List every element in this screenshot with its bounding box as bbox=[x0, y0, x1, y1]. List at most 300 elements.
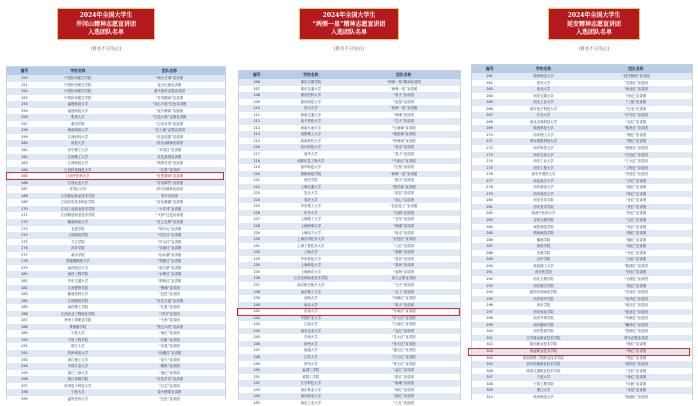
team-name: “红电”宣讲团 bbox=[625, 106, 647, 111]
school-name: 江苏大学 bbox=[304, 354, 318, 359]
table-row bbox=[7, 396, 225, 403]
row-number: 266 bbox=[486, 106, 493, 111]
column-header: 团队名称 bbox=[396, 72, 412, 77]
row-number: 259 bbox=[21, 134, 28, 139]
school-name: 东华大学 bbox=[304, 210, 318, 215]
school-name: 江西警察学院 bbox=[67, 285, 89, 290]
team-name: “心向井冈”宣讲团 bbox=[155, 121, 184, 126]
school-name: 西安科技大学 bbox=[533, 146, 554, 151]
school-name: 安康学院 bbox=[536, 250, 551, 255]
banner-liangdanyixing bbox=[299, 8, 399, 40]
school-name: 宁波工程学院 bbox=[67, 337, 89, 342]
team-name: “火种”红色宣讲团 bbox=[155, 213, 184, 218]
team-name: “精准”宣讲团 bbox=[159, 364, 180, 369]
row-number: 290 bbox=[21, 337, 28, 342]
team-name: “红芯”宣讲团 bbox=[159, 383, 180, 388]
school-name: 浙江理工大学 bbox=[67, 357, 89, 362]
row-number: 257 bbox=[21, 121, 28, 126]
team-name: “安源红”宣讲团 bbox=[157, 246, 182, 251]
team-name: “飞天”宣讲团 bbox=[393, 282, 414, 287]
school-name: 上饶师范学院 bbox=[67, 233, 89, 238]
school-name: 西安培华学院 bbox=[533, 296, 554, 301]
row-number: 276 bbox=[486, 172, 493, 177]
row-number: 261 bbox=[21, 148, 28, 153]
row-number: 266 bbox=[21, 180, 28, 185]
school-name: 西安音乐学院 bbox=[533, 198, 554, 203]
school-name: 西安文理学院 bbox=[533, 276, 554, 281]
row-number: 284 bbox=[21, 298, 28, 303]
school-name: 江西应用技术职业学院 bbox=[60, 200, 95, 205]
row-number: 229 bbox=[253, 230, 260, 235]
team-name: “红土先锋”宣讲团 bbox=[155, 220, 184, 225]
team-name: “海魂”宣讲团 bbox=[393, 224, 414, 229]
row-number: 265 bbox=[486, 100, 493, 105]
school-name: 江南大学 bbox=[304, 322, 318, 327]
team-name: “筑梦井冈”宣讲团 bbox=[155, 161, 184, 166]
team-name: “红绸”宣讲团 bbox=[393, 210, 414, 215]
school-name: 西安电子科技大学 bbox=[529, 106, 558, 111]
team-name: “红星”宣讲团 bbox=[159, 167, 180, 172]
team-name: “法红”宣讲团 bbox=[625, 178, 647, 183]
team-name: “井冈”宣讲团 bbox=[159, 311, 180, 316]
school-name: 西华师范大学 bbox=[300, 165, 321, 170]
row-number: 268 bbox=[21, 193, 28, 198]
team-name: “延安精神”宣讲团 bbox=[622, 74, 650, 78]
school-name: 上海海洋大学 bbox=[300, 269, 321, 274]
school-name: 南昌航空大学 bbox=[67, 265, 89, 270]
school-name: 西安欧亚学院 bbox=[533, 309, 554, 314]
row-number: 239 bbox=[253, 296, 260, 301]
school-name: 西华大学 bbox=[304, 152, 318, 157]
team-name: “瓷心向党”宣讲团 bbox=[155, 324, 184, 329]
school-name: 西安医学院 bbox=[535, 270, 552, 275]
team-name: “星火燎原”实践团 bbox=[155, 108, 184, 113]
team-name: “工红”宣讲团 bbox=[393, 400, 414, 405]
row-number: 287 bbox=[486, 244, 493, 249]
school-name: 西安铁路职业技术学院 bbox=[526, 362, 561, 367]
team-name: “仙女湖”宣讲团 bbox=[157, 252, 182, 257]
school-name: 杭州电子科技大学 bbox=[64, 383, 92, 388]
school-name: 复旦大学 bbox=[304, 191, 318, 196]
column-header: 学校名称 bbox=[535, 66, 552, 71]
highlight-box bbox=[6, 172, 224, 180]
team-name: “初心不改”红色宣讲团 bbox=[152, 102, 187, 107]
row-number: 310 bbox=[486, 394, 493, 399]
school-name: 东南大学 bbox=[304, 309, 318, 314]
row-number: 209 bbox=[253, 99, 260, 104]
row-number: 221 bbox=[253, 178, 260, 183]
school-name: 井冈山大学 bbox=[69, 187, 87, 192]
team-name: “红土地”志愿宣讲团 bbox=[154, 128, 185, 133]
row-number: 278 bbox=[486, 185, 493, 190]
team-name: “职红”宣讲团 bbox=[625, 342, 647, 347]
row-number: 243 bbox=[253, 322, 260, 327]
column-header: 编号 bbox=[485, 66, 494, 71]
team-name: “星光”宣讲团 bbox=[393, 145, 414, 150]
school-name: 西安思源学院 bbox=[533, 329, 554, 334]
school-name: 宁波大学 bbox=[536, 375, 551, 380]
row-number: 294 bbox=[486, 290, 493, 295]
team-name: “红帆”宣讲团 bbox=[159, 337, 180, 342]
school-name: 南昌工程学院 bbox=[67, 272, 89, 277]
school-name: 中国民用航空学院 bbox=[64, 95, 92, 100]
team-name: “红色声音”宣讲团 bbox=[155, 377, 184, 382]
team-name: “两弹一星”宣讲团 bbox=[390, 171, 418, 176]
row-number: 308 bbox=[486, 381, 493, 386]
team-name: “庐山红”宣讲团 bbox=[157, 239, 182, 244]
team-name: “宝塔红”宣讲团 bbox=[623, 80, 648, 85]
team-name: “星辰”宣讲团 bbox=[393, 191, 414, 196]
banner-line-3: 入选团队名单 bbox=[575, 29, 612, 36]
school-name: 上海理工大学 bbox=[300, 217, 321, 222]
row-number: 225 bbox=[253, 204, 260, 209]
row-number: 276 bbox=[21, 246, 28, 251]
school-name: 西北政法大学 bbox=[533, 178, 554, 183]
school-name: 南京工业大学 bbox=[300, 400, 321, 405]
school-name: 西安理工大学 bbox=[533, 132, 554, 137]
team-name: “船魂”宣讲团 bbox=[393, 381, 414, 386]
team-name: “芯火”宣讲团 bbox=[393, 119, 414, 124]
school-name: 南昌大学 bbox=[71, 141, 85, 146]
team-name: “苏大红”宣讲团 bbox=[391, 335, 416, 340]
row-number: 292 bbox=[486, 276, 493, 281]
row-number: 250 bbox=[21, 76, 28, 80]
row-number: 248 bbox=[253, 354, 260, 359]
school-name: 中国计量大学 bbox=[67, 364, 89, 369]
row-number: 265 bbox=[21, 174, 28, 179]
team-name: “两弹城”宣讲团 bbox=[391, 138, 416, 143]
row-number: 284 bbox=[486, 224, 493, 229]
team-name: “工程红”宣讲团 bbox=[623, 165, 648, 170]
row-number: 274 bbox=[486, 159, 493, 164]
school-name: 扬州大学 bbox=[304, 341, 318, 346]
team-name: “兵工”宣讲团 bbox=[393, 289, 414, 294]
school-name: 咸阳师范学院 bbox=[533, 224, 554, 229]
row-number: 258 bbox=[21, 128, 28, 133]
row-number: 295 bbox=[21, 370, 28, 375]
school-name: 江苏航运职业技术学院 bbox=[526, 335, 561, 340]
team-name: “井冈精神”宣讲团 bbox=[155, 95, 184, 100]
row-number: 282 bbox=[486, 211, 493, 216]
school-name: 赣南医科大学 bbox=[67, 292, 89, 297]
school-name: 集美大学 bbox=[71, 115, 85, 120]
row-number: 278 bbox=[21, 259, 28, 264]
team-name: “江南红”宣讲团 bbox=[391, 322, 416, 327]
row-number: 306 bbox=[486, 368, 493, 373]
school-name: 江西服装学院 bbox=[67, 298, 89, 303]
row-number: 293 bbox=[21, 357, 28, 362]
team-name: “扬大红”宣讲团 bbox=[391, 341, 416, 346]
team-name: “两弹一星”宣讲团 bbox=[390, 106, 418, 111]
school-name: 西安交通大学 bbox=[533, 93, 554, 98]
row-number: 297 bbox=[486, 309, 493, 314]
team-name: “陕科红”宣讲团 bbox=[623, 126, 648, 131]
school-name: 成都理工大学 bbox=[300, 132, 321, 137]
row-number: 282 bbox=[21, 285, 28, 290]
school-name: 长安大学 bbox=[536, 113, 551, 118]
team-name: “邮红”宣讲团 bbox=[393, 394, 414, 399]
school-name: 华东师范大学 bbox=[300, 256, 321, 261]
school-name: 西安工业大学 bbox=[533, 159, 554, 164]
team-name: “星火”宣讲团 bbox=[159, 357, 180, 362]
school-name: 中国民用航空学院 bbox=[64, 76, 92, 80]
school-name: 浙江大学 bbox=[71, 344, 85, 349]
team-name: 井冈山精神宣讲团 bbox=[155, 187, 183, 192]
school-name: 西安建筑科技大学 bbox=[529, 139, 558, 144]
school-name: 重庆交通大学 bbox=[300, 86, 321, 91]
team-name: “文理红”宣讲团 bbox=[623, 276, 648, 281]
team-name: “学前红”宣讲团 bbox=[623, 290, 648, 295]
school-name: 江西理工大学 bbox=[67, 154, 89, 159]
team-name: “航红”宣讲团 bbox=[625, 283, 647, 288]
school-name: 西北大学 bbox=[536, 87, 551, 92]
school-name: 绵阳师范学院 bbox=[300, 171, 321, 176]
team-name: “西湖红”宣讲团 bbox=[623, 394, 648, 399]
school-name: 浙江工商大学 bbox=[67, 370, 89, 375]
row-number: 226 bbox=[253, 210, 260, 215]
column-header: 学校名称 bbox=[70, 68, 86, 73]
team-name: “农红”宣讲团 bbox=[393, 328, 414, 333]
school-name: 新余学院 bbox=[71, 252, 85, 257]
school-name: 西安石油大学 bbox=[533, 152, 554, 157]
row-number: 272 bbox=[21, 220, 28, 225]
panel-liangdanyixing bbox=[233, 0, 465, 405]
team-name: “溯源”宣讲团 bbox=[393, 250, 414, 255]
school-name: 西安外国语大学 bbox=[531, 172, 556, 177]
team-name: “商红”宣讲团 bbox=[625, 244, 647, 249]
panel-jinggangshan bbox=[0, 0, 232, 400]
team-name: “应技红”宣讲团 bbox=[391, 237, 416, 242]
school-name: 常州大学 bbox=[304, 361, 318, 366]
row-number: 236 bbox=[253, 276, 260, 281]
row-number: 279 bbox=[486, 191, 493, 196]
school-name: 景德镇学院 bbox=[69, 324, 87, 329]
team-table bbox=[6, 66, 226, 400]
team-name: “工匠”宣讲团 bbox=[393, 243, 414, 248]
team-name: “西铁红”宣讲团 bbox=[623, 362, 648, 367]
ranking-note: (排名不分先后) bbox=[578, 47, 610, 52]
highlight-box bbox=[237, 308, 460, 316]
row-number: 291 bbox=[21, 344, 28, 349]
ranking-note: (排名不分先后) bbox=[90, 47, 122, 52]
school-name: 萍乡学院 bbox=[71, 246, 85, 251]
school-name: 西北农林科技大学 bbox=[529, 119, 558, 124]
team-name: “蓝海”宣讲团 bbox=[393, 269, 414, 274]
row-number: 297 bbox=[21, 383, 28, 388]
team-name: “西迁”宣讲团 bbox=[625, 93, 647, 98]
row-number: 277 bbox=[486, 178, 493, 183]
school-name: 江苏农林职业技术学院 bbox=[293, 276, 328, 281]
row-number: 273 bbox=[21, 226, 28, 231]
row-number: 251 bbox=[21, 82, 28, 87]
school-name: 西安财经大学 bbox=[533, 191, 554, 196]
team-name: “红星”宣讲团 bbox=[393, 165, 414, 170]
team-name: “红色火种”志愿宣讲团 bbox=[152, 115, 187, 120]
row-number: 283 bbox=[21, 292, 28, 297]
row-number: 298 bbox=[486, 316, 493, 321]
school-name: 浙江大学 bbox=[536, 388, 551, 393]
team-name: “红星”宣讲团 bbox=[159, 305, 180, 310]
team-name: “红色衣裳”宣讲团 bbox=[155, 298, 184, 303]
school-name: 渭南师范学院 bbox=[533, 231, 554, 236]
row-number: 227 bbox=[253, 217, 260, 222]
school-name: 福建师范大学 bbox=[67, 102, 89, 107]
row-number: 271 bbox=[21, 213, 28, 218]
banner-line-3: 入选团队名单 bbox=[87, 29, 124, 36]
banner-line-1: 2024年全国大学生 bbox=[567, 12, 621, 19]
row-number: 211 bbox=[253, 112, 260, 117]
school-name: 赣南师范大学 bbox=[67, 220, 89, 225]
row-number: 305 bbox=[486, 362, 493, 367]
school-name: 上海电力大学 bbox=[300, 230, 321, 235]
row-number: 206 bbox=[253, 80, 260, 84]
school-name: 江苏科技大学 bbox=[300, 381, 321, 386]
team-name: “长安红”宣讲团 bbox=[623, 113, 648, 118]
school-name: 南通大学 bbox=[304, 348, 318, 353]
row-number: 299 bbox=[486, 322, 493, 327]
team-name: “求是”宣讲团 bbox=[159, 344, 180, 349]
row-number: 212 bbox=[253, 119, 260, 124]
row-number: 279 bbox=[21, 265, 28, 270]
team-name: “三航”宣讲团 bbox=[625, 100, 647, 105]
school-name: 上海海事大学 bbox=[300, 224, 321, 229]
school-name: 中国民用航空学院 bbox=[64, 89, 92, 94]
row-number: 207 bbox=[253, 86, 260, 91]
team-name: “西北红”宣讲团 bbox=[623, 87, 648, 92]
school-name: 西安翻译学院 bbox=[533, 322, 554, 327]
team-name: “地质魂”宣讲团 bbox=[391, 132, 416, 137]
team-name: 青年宣讲团 bbox=[160, 193, 178, 198]
row-number: 218 bbox=[253, 158, 260, 163]
row-number: 247 bbox=[253, 348, 260, 353]
table-header bbox=[239, 71, 460, 79]
team-name: “矿大红”宣讲团 bbox=[391, 315, 416, 320]
row-number: 262 bbox=[486, 80, 493, 85]
team-name: “美红”宣讲团 bbox=[625, 204, 647, 209]
school-name: 陕西理工大学 bbox=[533, 263, 554, 268]
row-number: 233 bbox=[253, 256, 260, 261]
banner-line-1: 2024年全国大学生 bbox=[322, 12, 376, 19]
banner-jinggangshan bbox=[57, 8, 155, 40]
school-name: 南京大学 bbox=[304, 302, 318, 307]
row-number: 281 bbox=[486, 204, 493, 209]
team-name: “海天长城”宣讲团 bbox=[155, 76, 184, 80]
team-name: “钱学森”宣讲团 bbox=[391, 184, 416, 189]
team-name: “淮红”宣讲团 bbox=[393, 374, 414, 379]
column-header: 团队名称 bbox=[161, 68, 177, 73]
team-name: “红医”宣讲团 bbox=[159, 292, 180, 297]
row-number: 309 bbox=[486, 388, 493, 393]
school-name: 江西财经大学 bbox=[67, 134, 89, 139]
row-number: 223 bbox=[253, 191, 260, 196]
team-name: “翻译红”宣讲团 bbox=[623, 322, 648, 327]
row-number: 275 bbox=[21, 239, 28, 244]
row-number: 234 bbox=[253, 263, 260, 268]
team-name: “两弹一星”宣讲团 bbox=[390, 86, 418, 91]
team-name: “西湖红”宣讲团 bbox=[157, 350, 182, 355]
row-number: 246 bbox=[253, 341, 260, 346]
banner-yanan bbox=[548, 8, 640, 40]
row-number: 255 bbox=[21, 108, 28, 113]
school-name: 温州医科大学 bbox=[67, 396, 89, 401]
school-name: 陕西铁路工程职业技术学院 bbox=[523, 355, 564, 360]
team-name: “同心”宣讲团 bbox=[393, 197, 414, 202]
row-number: 271 bbox=[486, 139, 493, 144]
team-name: 井冈山精神宣讲团 bbox=[155, 141, 183, 146]
row-number: 213 bbox=[253, 125, 260, 130]
row-number: 242 bbox=[253, 315, 260, 320]
row-number: 244 bbox=[253, 328, 260, 333]
team-name: “汉红”宣讲团 bbox=[625, 257, 647, 262]
school-name: 上海交通大学 bbox=[300, 184, 321, 189]
team-name: “东南红”宣讲团 bbox=[391, 309, 416, 314]
school-name: 电子科技大学 bbox=[300, 119, 321, 124]
row-number: 290 bbox=[486, 263, 493, 268]
school-name: 江苏航运职业技术学院 bbox=[60, 193, 95, 198]
row-number: 272 bbox=[486, 146, 493, 151]
school-name: 盐城工学院 bbox=[302, 368, 320, 373]
team-name: “水利红”宣讲团 bbox=[157, 272, 182, 277]
row-number: 274 bbox=[21, 233, 28, 238]
team-name: “求是”宣讲团 bbox=[625, 388, 647, 393]
school-name: 西南交通大学 bbox=[300, 112, 321, 117]
column-header: 编号 bbox=[20, 68, 29, 73]
team-name: “小井冈”宣讲团 bbox=[157, 206, 182, 211]
team-name: “航天”宣讲团 bbox=[393, 178, 414, 183]
column-header: 团队名称 bbox=[628, 66, 644, 71]
team-name: “石油魂”宣讲团 bbox=[391, 125, 416, 130]
school-name: 南昌理工学院 bbox=[67, 305, 89, 310]
ranking-note: (排名不分先后) bbox=[333, 47, 365, 52]
team-name: “星火”宣讲团 bbox=[393, 93, 414, 98]
row-number: 219 bbox=[253, 165, 260, 170]
team-name: “音红”宣讲团 bbox=[625, 198, 647, 203]
row-number: 262 bbox=[21, 154, 28, 159]
banner-line-1: 2024年全国大学生 bbox=[79, 12, 133, 19]
row-number: 263 bbox=[21, 161, 28, 166]
row-number: 289 bbox=[486, 257, 493, 262]
row-number: 220 bbox=[253, 171, 260, 176]
team-name: “电光”宣讲团 bbox=[393, 230, 414, 235]
row-number: 291 bbox=[486, 270, 493, 275]
team-name: “宝红”宣讲团 bbox=[625, 218, 647, 223]
team-name: “警魂”宣讲团 bbox=[159, 285, 180, 290]
team-name: “甬红”宣讲团 bbox=[159, 331, 180, 336]
team-name: “咸红”宣讲团 bbox=[625, 224, 647, 229]
row-number: 249 bbox=[253, 361, 260, 366]
school-name: 南京航空航天大学 bbox=[297, 282, 325, 287]
row-number: 250 bbox=[253, 368, 260, 373]
row-number: 267 bbox=[486, 113, 493, 118]
row-number: 281 bbox=[21, 278, 28, 283]
school-name: 陕西师范大学 bbox=[533, 74, 554, 78]
banner-line-3: 入选团队名单 bbox=[330, 29, 367, 36]
row-number: 280 bbox=[486, 198, 493, 203]
team-name: “邮红”宣讲团 bbox=[625, 185, 647, 190]
school-name: 重庆文理学院 bbox=[300, 80, 321, 84]
row-number: 277 bbox=[21, 252, 28, 257]
team-name: “商红”宣讲团 bbox=[159, 370, 180, 375]
row-number: 283 bbox=[486, 218, 493, 223]
team-name: “建红”宣讲团 bbox=[625, 139, 647, 144]
highlight-box bbox=[468, 348, 690, 356]
banner-line-2: “两弹一星”精神志愿宣讲团 bbox=[312, 20, 386, 28]
team-name: “蓝天梦”宣讲团 bbox=[157, 265, 182, 270]
row-number: 216 bbox=[253, 145, 260, 150]
school-name: 江西农业工程职业学院 bbox=[60, 311, 95, 316]
row-number: 232 bbox=[253, 250, 260, 255]
row-number: 268 bbox=[486, 119, 493, 124]
